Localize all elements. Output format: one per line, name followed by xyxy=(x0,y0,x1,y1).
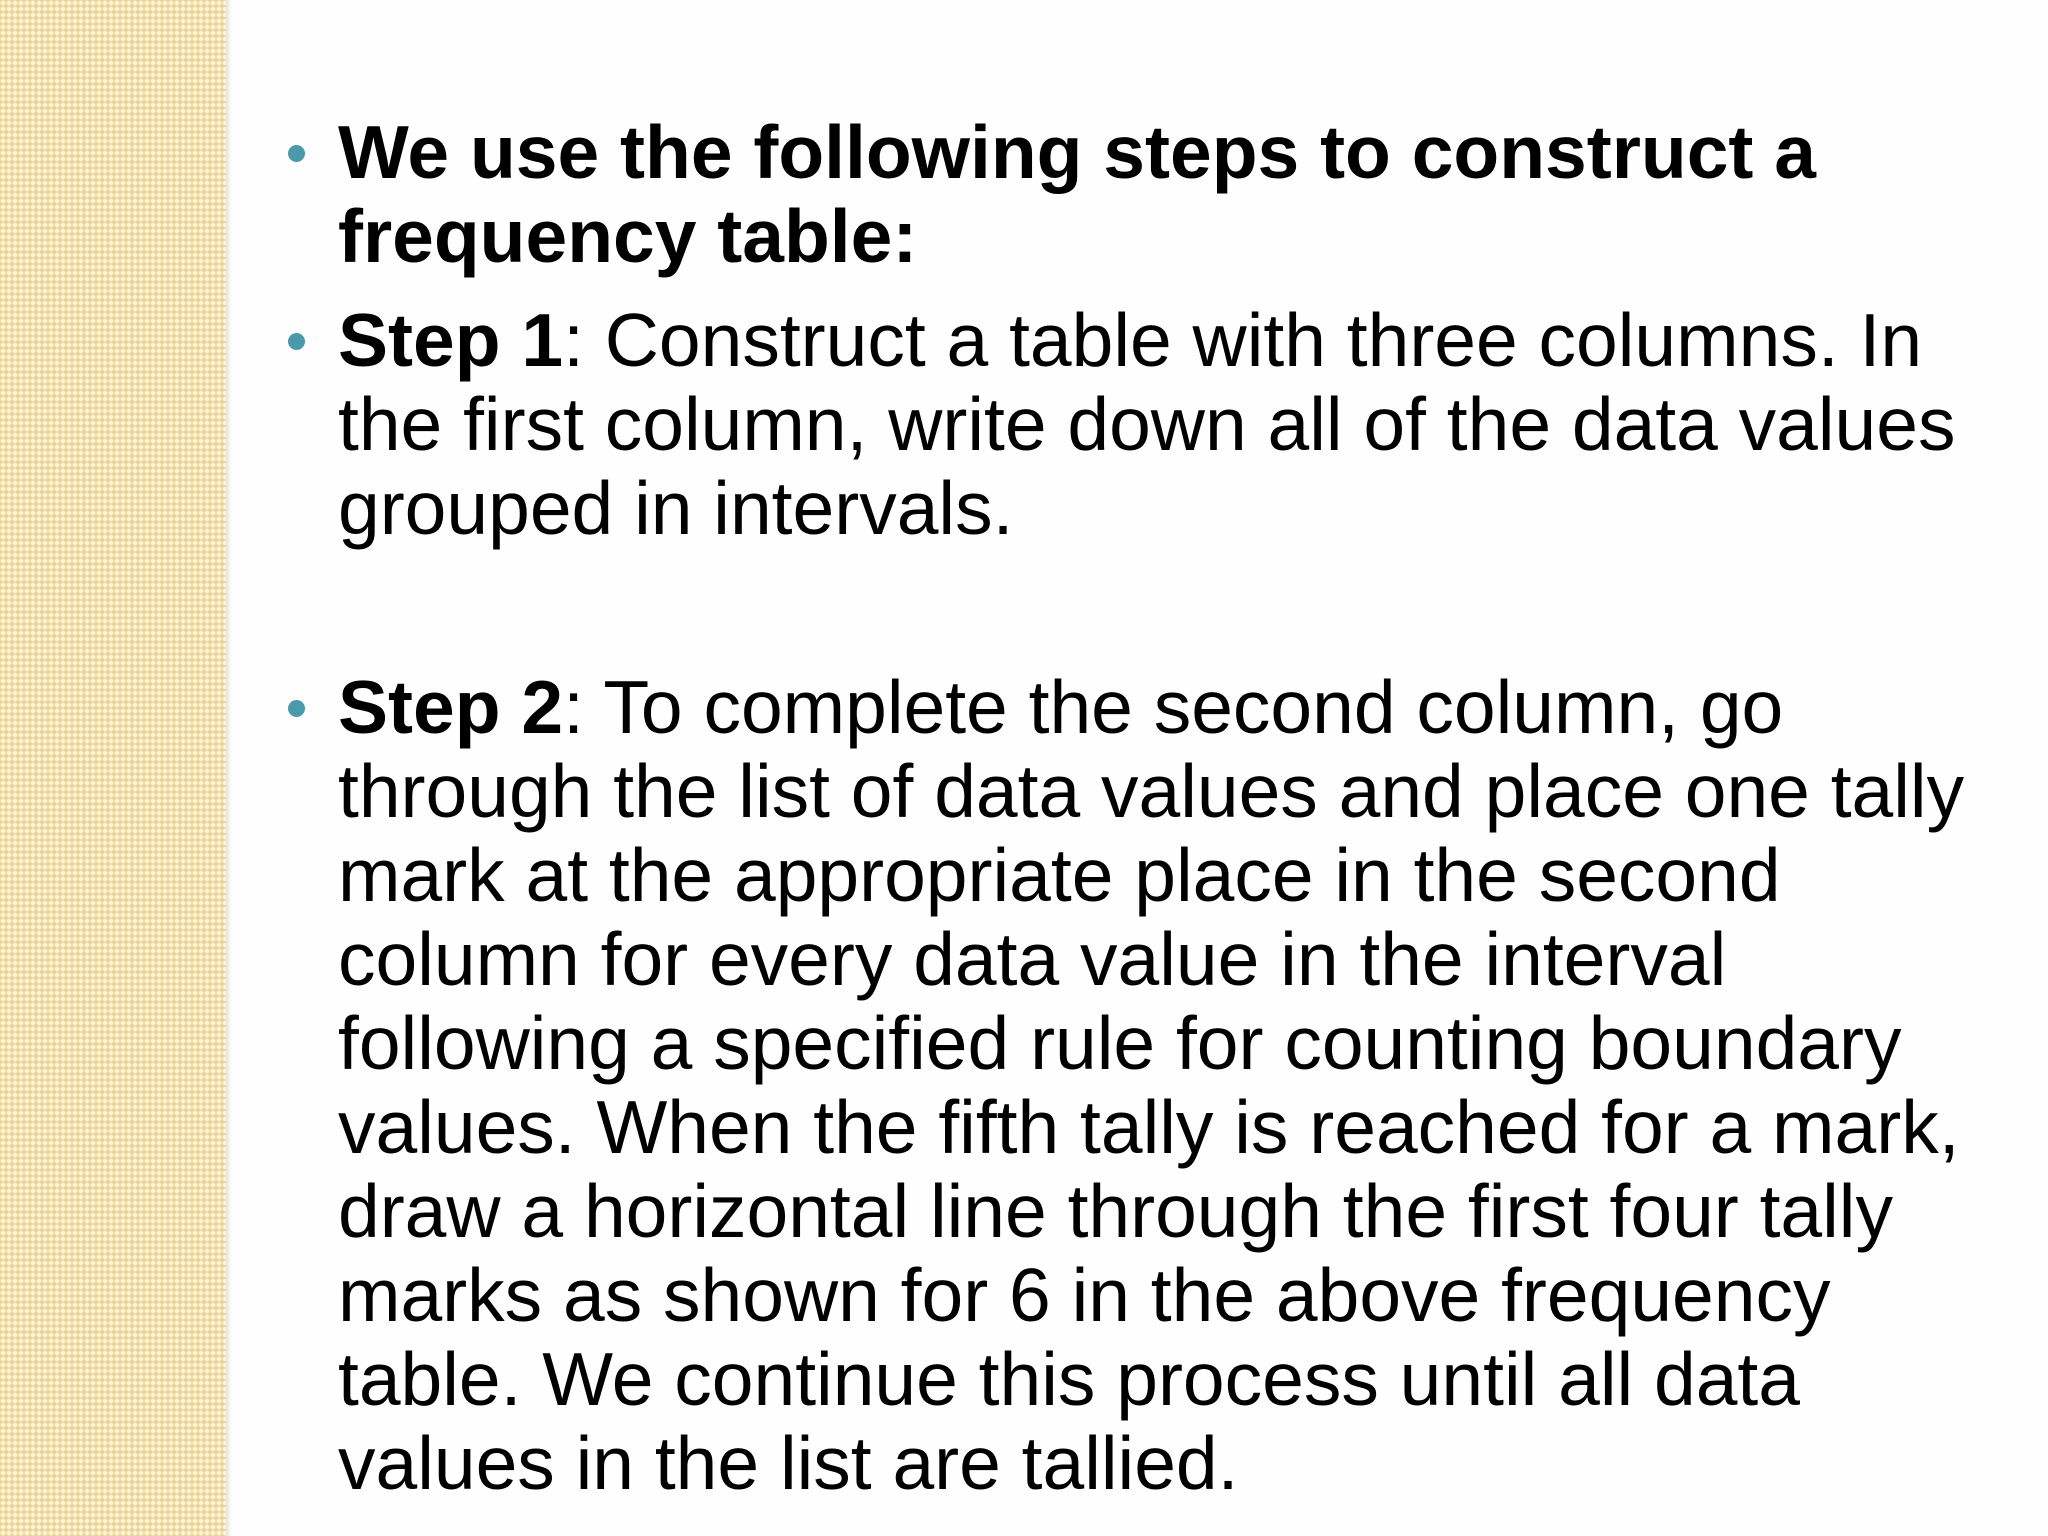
step-2-label: Step 2 xyxy=(338,665,564,749)
bullet-step-2 xyxy=(278,665,1998,1505)
decorative-side-strip xyxy=(0,0,226,1536)
step-1-text: : Construct a table with three columns. In the first column, write down all of the data values grouped in intervals. xyxy=(338,298,1956,550)
step-2-text: : To complete the second column, go through the list of data values and place one tally mark at the appropriate place in the second column for every data value in the interval following a specified rule for counting boundary values. When the fifth tally is reached for a mark, draw a horizontal line through the first four tally marks as shown for 6 in the above frequency table. We continue this process until all data values in the list are tallied. xyxy=(338,665,1965,1505)
bullet-intro-text: We use the following steps to construct a frequency table: xyxy=(338,110,1816,278)
step-1-label: Step 1 xyxy=(338,298,564,382)
bullet-intro xyxy=(278,110,1998,278)
bullet-step-1 xyxy=(278,298,1998,550)
bullet-dot-icon xyxy=(288,333,305,350)
slide-body xyxy=(278,110,1998,1505)
bullet-dot-icon xyxy=(288,145,305,162)
bullet-dot-icon xyxy=(288,700,305,717)
side-strip-shadow xyxy=(226,0,232,1536)
